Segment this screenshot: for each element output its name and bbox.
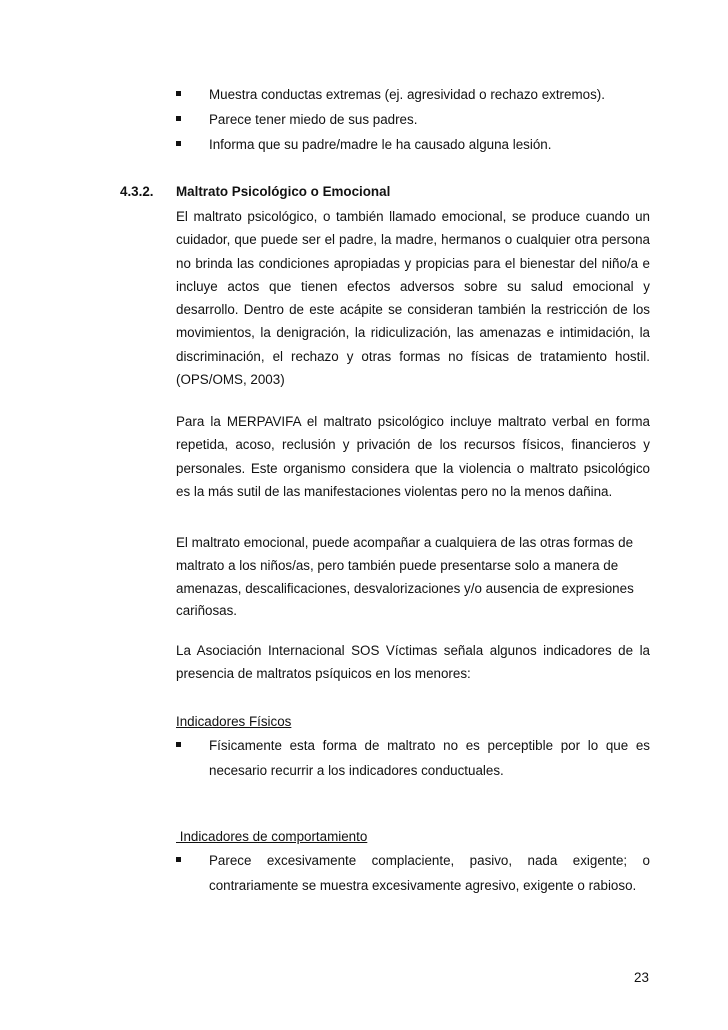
square-bullet-icon <box>176 91 181 96</box>
list-item-text: Físicamente esta forma de maltrato no es perceptible por lo que es necesario recurrir a los indicadores conductuales. <box>209 738 650 778</box>
list-item-text: Informa que su padre/madre le ha causado alguna lesión. <box>209 137 552 152</box>
section-heading <box>120 184 390 200</box>
list-item <box>176 733 650 783</box>
indicadores-fisicos-heading: Indicadores Físicos <box>176 714 292 729</box>
top-bullet-list <box>176 82 650 157</box>
indicadores-fisicos-list <box>176 733 650 783</box>
square-bullet-icon <box>176 141 181 146</box>
list-item <box>176 848 650 898</box>
section-number: 4.3.2. <box>120 184 154 199</box>
list-item <box>176 107 650 132</box>
section-title: Maltrato Psicológico o Emocional <box>176 184 391 199</box>
paragraph-2: Para la MERPAVIFA el maltrato psicológico incluye maltrato verbal en forma repetida, acoso, reclusión y privación de los recursos físicos, financieros y personales. Este organismo considera que la violencia o maltrato psicológico es la más sutil de las manifestaciones violentas pero no la menos dañina. <box>176 414 650 500</box>
square-bullet-icon <box>176 742 181 747</box>
list-item-text: Muestra conductas extremas (ej. agresividad o rechazo extremos). <box>209 87 605 102</box>
paragraph-1: El maltrato psicológico, o también llamado emocional, se produce cuando un cuidador, que puede ser el padre, la madre, hermanos o cualquier otra persona no brinda las condiciones apropiadas y propicias para el bienestar del niño/a e incluye actos que tienen efectos adversos sobre su salud emocional y desarrollo. Dentro de este acápite se consideran también la restricción de los movimientos, la denigración, la ridiculización, las amenazas e intimidación, la discriminación, el rechazo y otras formas no físicas de tratamiento hostil. (OPS/OMS, 2003) <box>176 209 650 388</box>
square-bullet-icon <box>176 857 181 862</box>
list-item-text: Parece tener miedo de sus padres. <box>209 112 418 127</box>
indicadores-comportamiento-heading: Indicadores de comportamiento <box>176 829 368 844</box>
paragraph-4: La Asociación Internacional SOS Víctimas señala algunos indicadores de la presencia de maltratos psíquicos en los menores: <box>176 643 650 682</box>
list-item <box>176 132 650 157</box>
indicadores-comportamiento-list <box>176 848 650 898</box>
paragraph-3: El maltrato emocional, puede acompañar a cualquiera de las otras formas de maltrato a los niños/as, pero también puede presentarse solo a manera de amenazas, descalificaciones, desvalorizaciones y/o ausencia de expresiones cariñosas. <box>176 535 634 619</box>
list-item-text: Parece excesivamente complaciente, pasivo, nada exigente; o contrariamente se muestra excesivamente agresivo, exigente o rabioso. <box>209 853 650 893</box>
page-number: 23 <box>634 970 649 985</box>
list-item <box>176 82 650 107</box>
square-bullet-icon <box>176 116 181 121</box>
